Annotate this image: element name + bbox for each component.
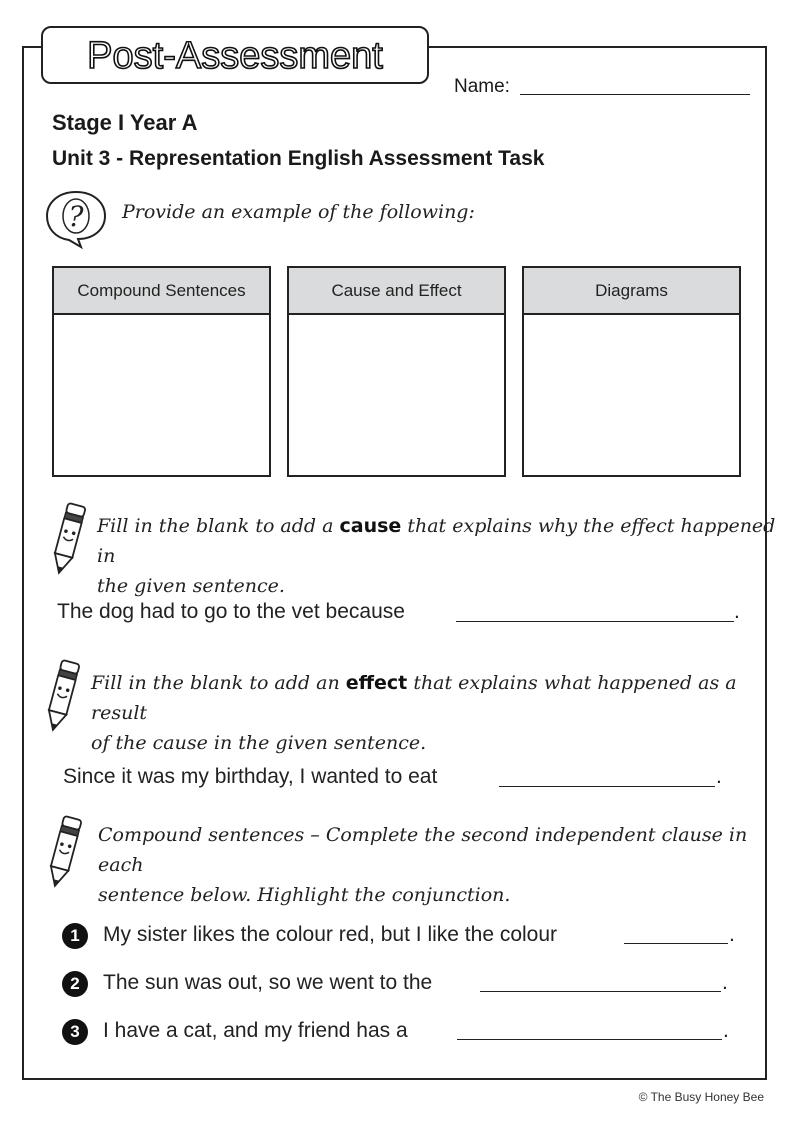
effect-end: . xyxy=(716,765,722,788)
effect-blank[interactable] xyxy=(499,786,715,787)
compound-blank[interactable] xyxy=(480,991,721,992)
copyright: © The Busy Honey Bee xyxy=(638,1090,764,1104)
question-bubble-icon xyxy=(43,188,109,250)
answer-box-compound[interactable] xyxy=(52,266,271,477)
compound-sentence: I have a cat, and my friend has a xyxy=(103,1019,408,1042)
compound-instruction-line2: sentence below. Highlight the conjunction. xyxy=(98,884,511,906)
compound-instruction xyxy=(98,820,794,910)
answer-box-header: Diagrams xyxy=(524,268,739,315)
compound-sentence: The sun was out, so we went to the xyxy=(103,971,433,994)
compound-blank[interactable] xyxy=(624,943,728,944)
answer-box-cause-effect[interactable] xyxy=(287,266,506,477)
name-field-line[interactable] xyxy=(520,94,750,95)
cause-instruction-post: that explains why the effect happened in xyxy=(97,515,776,567)
compound-blank[interactable] xyxy=(457,1039,722,1040)
title-badge xyxy=(41,26,429,84)
cause-sentence: The dog had to go to the vet because xyxy=(57,600,405,623)
compound-end: . xyxy=(722,971,728,994)
effect-keyword: effect xyxy=(345,672,408,694)
cause-instruction xyxy=(97,511,794,601)
pencil-icon xyxy=(48,500,88,578)
pencil-icon xyxy=(42,657,82,735)
effect-instruction-post: that explains what happened as a result xyxy=(91,672,737,724)
cause-instruction-pre: Fill in the blank to add a xyxy=(97,515,334,537)
compound-sentence: My sister likes the colour red, but I like the colour xyxy=(103,923,558,946)
page-title: Post-Assessment xyxy=(87,35,383,77)
cause-instruction-line2: the given sentence. xyxy=(97,575,285,597)
cause-end: . xyxy=(734,600,740,623)
cause-keyword: cause xyxy=(339,515,402,537)
svg-text:?: ? xyxy=(68,200,84,233)
number-badge: 1 xyxy=(62,923,88,949)
effect-sentence: Since it was my birthday, I wanted to eat xyxy=(63,765,438,788)
answer-box-diagrams[interactable] xyxy=(522,266,741,477)
compound-instruction-line1: Compound sentences – Complete the second independent clause in each xyxy=(98,824,748,876)
effect-instruction-pre: Fill in the blank to add an xyxy=(91,672,340,694)
number-badge: 3 xyxy=(62,1019,88,1045)
pencil-icon xyxy=(44,813,84,891)
stage-heading: Stage I Year A xyxy=(52,110,198,135)
answer-box-header: Compound Sentences xyxy=(54,268,269,315)
examples-prompt: Provide an example of the following: xyxy=(122,201,475,223)
effect-instruction xyxy=(91,668,794,758)
compound-end: . xyxy=(729,923,735,946)
number-badge: 2 xyxy=(62,971,88,997)
cause-blank[interactable] xyxy=(456,621,734,622)
compound-end: . xyxy=(723,1019,729,1042)
effect-instruction-line2: of the cause in the given sentence. xyxy=(91,732,427,754)
unit-heading: Unit 3 - Representation English Assessment Task xyxy=(52,147,545,170)
answer-box-header: Cause and Effect xyxy=(289,268,504,315)
name-label: Name: xyxy=(454,76,510,97)
